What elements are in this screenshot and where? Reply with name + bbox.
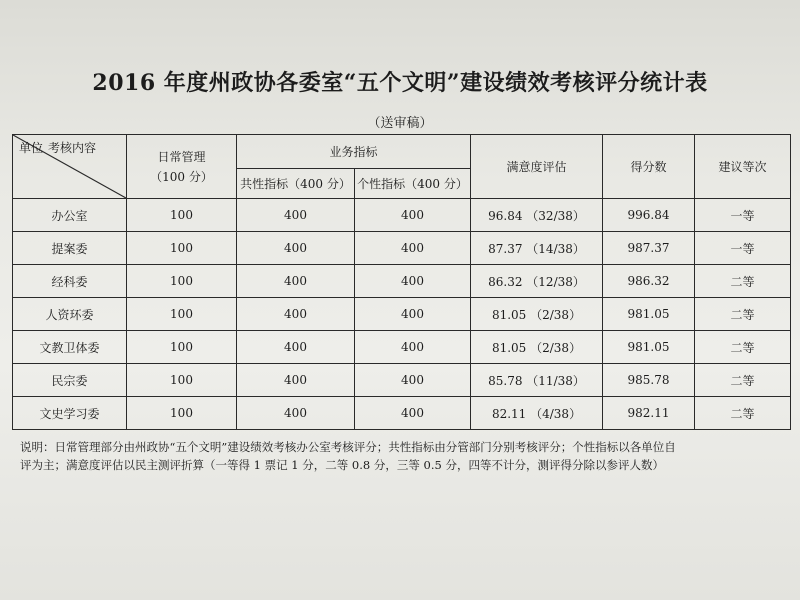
- unit-cell: 经科委: [13, 265, 127, 298]
- note-line-1: 说明：日常管理部分由州政协“五个文明”建设绩效考核办公室考核评分；共性指标由分管部门分别考核评分；个性指标以各单位自: [20, 440, 676, 454]
- unit-cell: 人资环委: [13, 298, 127, 331]
- score-cell: 986.32: [603, 265, 695, 298]
- corner-label-unit: 单位: [19, 141, 44, 155]
- individual-cell: 400: [355, 265, 471, 298]
- corner-label-content: 考核内容: [47, 141, 96, 155]
- daily-cell: 100: [127, 232, 237, 265]
- header-individual: 个性指标（400 分）: [355, 169, 471, 199]
- daily-cell: 100: [127, 265, 237, 298]
- common-cell: 400: [237, 232, 355, 265]
- individual-cell: 400: [355, 397, 471, 430]
- unit-cell: 提案委: [13, 232, 127, 265]
- satisfaction-cell: 96.84 （32/38）: [471, 199, 603, 232]
- score-cell: 987.37: [603, 232, 695, 265]
- table-header-row-1: [13, 135, 791, 169]
- table-row: [13, 298, 791, 331]
- document-title: 2016 年度州政协各委室“五个文明”建设绩效考核评分统计表: [92, 70, 708, 96]
- common-cell: 400: [237, 364, 355, 397]
- common-cell: 400: [237, 331, 355, 364]
- grade-cell: 二等: [695, 397, 791, 430]
- daily-cell: 100: [127, 331, 237, 364]
- document-subtitle: （送审稿）: [367, 116, 433, 131]
- grade-cell: 二等: [695, 298, 791, 331]
- table-row: [13, 265, 791, 298]
- satisfaction-cell: 85.78 （11/38）: [471, 364, 603, 397]
- unit-cell: 文史学习委: [13, 397, 127, 430]
- grade-cell: 一等: [695, 232, 791, 265]
- grade-cell: 二等: [695, 331, 791, 364]
- table-row: [13, 364, 791, 397]
- score-table: [12, 134, 791, 430]
- grade-cell: 一等: [695, 199, 791, 232]
- common-cell: 400: [237, 298, 355, 331]
- unit-cell: 文教卫体委: [13, 331, 127, 364]
- satisfaction-cell: 81.05 （2/38）: [471, 298, 603, 331]
- header-common: 共性指标（400 分）: [237, 169, 355, 199]
- grade-cell: 二等: [695, 364, 791, 397]
- daily-cell: 100: [127, 298, 237, 331]
- score-cell: 985.78: [603, 364, 695, 397]
- individual-cell: 400: [355, 331, 471, 364]
- common-cell: 400: [237, 265, 355, 298]
- daily-cell: 100: [127, 364, 237, 397]
- score-cell: 982.11: [603, 397, 695, 430]
- score-cell: 996.84: [603, 199, 695, 232]
- table-row: [13, 331, 791, 364]
- daily-cell: 100: [127, 199, 237, 232]
- unit-cell: 民宗委: [13, 364, 127, 397]
- individual-cell: 400: [355, 298, 471, 331]
- note-line-2: 评为主；满意度评估以民主测评折算（一等得 1 票记 1 分，二等 0.8 分，三等 0.5 分，四等不计分，测评得分除以参评人数）: [20, 458, 664, 472]
- unit-cell: 办公室: [13, 199, 127, 232]
- satisfaction-cell: 87.37 （14/38）: [471, 232, 603, 265]
- score-cell: 981.05: [603, 331, 695, 364]
- header-business: 业务指标: [237, 135, 471, 169]
- table-row: [13, 232, 791, 265]
- table-row: [13, 397, 791, 430]
- header-daily: [127, 135, 237, 199]
- satisfaction-cell: 81.05 （2/38）: [471, 331, 603, 364]
- common-cell: 400: [237, 199, 355, 232]
- individual-cell: 400: [355, 199, 471, 232]
- corner-header-cell: [13, 135, 127, 199]
- common-cell: 400: [237, 397, 355, 430]
- grade-cell: 二等: [695, 265, 791, 298]
- individual-cell: 400: [355, 364, 471, 397]
- header-grade: 建议等次: [695, 135, 791, 199]
- score-cell: 981.05: [603, 298, 695, 331]
- header-satisfaction: 满意度评估: [471, 135, 603, 199]
- header-score: 得分数: [603, 135, 695, 199]
- satisfaction-cell: 86.32 （12/38）: [471, 265, 603, 298]
- daily-cell: 100: [127, 397, 237, 430]
- header-daily-points: （100 分）: [150, 169, 213, 184]
- explanation-note: [20, 438, 790, 474]
- individual-cell: 400: [355, 232, 471, 265]
- table-row: [13, 199, 791, 232]
- satisfaction-cell: 82.11 （4/38）: [471, 397, 603, 430]
- header-daily-label: 日常管理: [157, 149, 206, 164]
